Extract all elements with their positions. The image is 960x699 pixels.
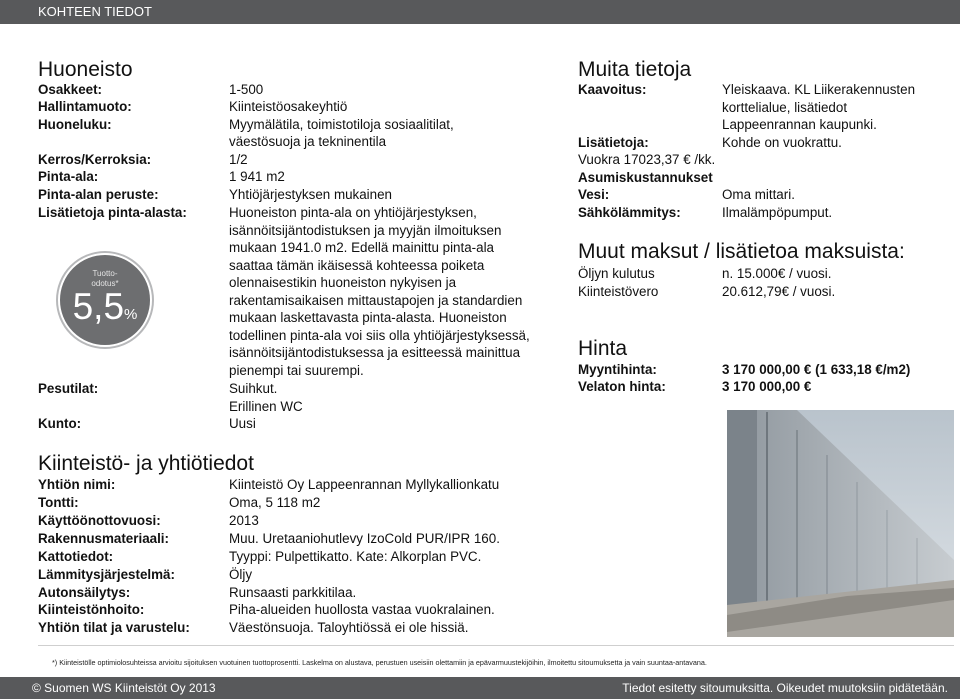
value-kunto: Uusi bbox=[229, 416, 256, 431]
value-oljyn-kulutus: n. 15.000€ / vuosi. bbox=[722, 266, 832, 281]
value-pesutilat-line2: Erillinen WC bbox=[229, 399, 303, 414]
footnote: *) Kiinteistölle optimiolosuhteissa arvioitu sijoituksen vuotuinen tuottoprosentti. Laskelma on alustava, perustuen useisiin olettamiin ja epävarmuustekijöihin, ilmoitettu sitoumuksetta ja vain suuntaa-antavana. bbox=[52, 658, 707, 667]
value-pinta-alan-peruste: Yhtiöjärjestyksen mukainen bbox=[229, 187, 393, 202]
yield-unit: % bbox=[124, 306, 138, 323]
label-lammitysjarjestelma: Lämmitysjärjestelmä: bbox=[38, 567, 175, 582]
value-lisatietoja: Kohde on vuokrattu. bbox=[722, 135, 842, 150]
value-lammitysjarjestelma: Öljy bbox=[229, 567, 253, 582]
value-huoneluku-line1: Myymälätila, toimistotiloja sosiaalitilat, bbox=[229, 117, 454, 132]
value-huoneluku-line2: väestösuoja ja tekninentila bbox=[229, 134, 387, 149]
label-kiinteistovero: Kiinteistövero bbox=[578, 284, 659, 299]
label-oljyn-kulutus: Öljyn kulutus bbox=[578, 266, 655, 281]
value-kaavoitus-line1: Yleiskaava. KL Liikerakennusten bbox=[722, 82, 916, 97]
label-osakkeet: Osakkeet: bbox=[38, 82, 103, 97]
value-pinta-ala-line4: saattaa tämän ikäisessä kohteessa poiketa bbox=[229, 258, 485, 273]
footer-divider bbox=[38, 645, 954, 646]
value-kaavoitus-line2: korttelialue, lisätiedot bbox=[722, 100, 848, 115]
value-rakennusmateriaali: Muu. Uretaaniohutlevy IzoCold PUR/IPR 160. bbox=[229, 531, 500, 546]
label-myyntihinta: Myyntihinta: bbox=[578, 362, 657, 377]
muut-maksut-heading: Muut maksut / lisätietoa maksuista: bbox=[578, 240, 905, 263]
label-velaton-hinta: Velaton hinta: bbox=[578, 379, 666, 394]
value-hallintamuoto: Kiinteistöosakeyhtiö bbox=[229, 99, 348, 114]
label-pesutilat: Pesutilat: bbox=[38, 381, 99, 396]
copyright-text: © Suomen WS Kiinteistöt Oy 2013 bbox=[32, 681, 216, 695]
value-pinta-ala-line10: pienempi tai suurempi. bbox=[229, 363, 364, 378]
value-kattotiedot: Tyyppi: Pulpettikatto. Kate: Alkorplan PVC. bbox=[229, 549, 482, 564]
label-kayttoonottovuosi: Käyttöönottovuosi: bbox=[38, 513, 161, 528]
value-pinta-ala-line8: todellinen pinta-ala voi siis olla yhtiöjärjestyksessä, bbox=[229, 328, 530, 343]
value-pinta-ala-line3: mukaan 1941.0 m2. Edellä mainittu pinta-ala bbox=[229, 240, 494, 255]
label-kerros: Kerros/Kerroksia: bbox=[38, 152, 152, 167]
value-kaavoitus-line3: Lappeenrannan kaupunki. bbox=[722, 117, 877, 132]
label-kiinteistonhoito: Kiinteistönhoito: bbox=[38, 602, 145, 617]
top-bar-title: KOHTEEN TIEDOT bbox=[38, 4, 152, 19]
top-bar bbox=[0, 0, 960, 24]
value-tontti: Oma, 5 118 m2 bbox=[229, 495, 321, 510]
label-hallintamuoto: Hallintamuoto: bbox=[38, 99, 132, 114]
label-lisatietoja: Lisätietoja: bbox=[578, 135, 649, 150]
building-photo bbox=[727, 410, 954, 637]
building-photo-image bbox=[727, 410, 954, 637]
label-lisatietoja-pinta-alasta: Lisätietoja pinta-alasta: bbox=[38, 205, 187, 220]
value-vuokra: Vuokra 17023,37 € /kk. bbox=[578, 152, 716, 167]
yield-number: 5,5 bbox=[72, 286, 125, 327]
value-autonsailytys: Runsaasti parkkitilaa. bbox=[229, 585, 357, 600]
value-osakkeet: 1-500 bbox=[229, 82, 264, 97]
label-kaavoitus: Kaavoitus: bbox=[578, 82, 647, 97]
value-kayttoonottovuosi: 2013 bbox=[229, 513, 259, 528]
value-kiinteistonhoito: Piha-alueiden huollosta vastaa vuokralainen. bbox=[229, 602, 495, 617]
value-velaton-hinta: 3 170 000,00 € bbox=[722, 379, 812, 394]
row-osakkeet bbox=[38, 81, 102, 99]
huoneisto-heading: Huoneisto bbox=[38, 58, 133, 81]
yield-value bbox=[60, 287, 150, 335]
value-kiinteistovero: 20.612,79€ / vuosi. bbox=[722, 284, 836, 299]
label-tontti: Tontti: bbox=[38, 495, 79, 510]
label-pinta-alan-peruste: Pinta-alan peruste: bbox=[38, 187, 159, 202]
value-pinta-ala-line9: isännöitsijäntodistuksessa ja esitteessä mainittua bbox=[229, 345, 521, 360]
label-yhtion-nimi: Yhtiön nimi: bbox=[38, 477, 116, 492]
value-vesi: Oma mittari. bbox=[722, 187, 795, 202]
value-pesutilat-line1: Suihkut. bbox=[229, 381, 278, 396]
label-yhtion-tilat: Yhtiön tilat ja varustelu: bbox=[38, 620, 190, 635]
value-yhtion-nimi: Kiinteistö Oy Lappeenrannan Myllykallionkatu bbox=[229, 477, 500, 492]
muita-heading: Muita tietoja bbox=[578, 58, 692, 81]
label-pinta-ala: Pinta-ala: bbox=[38, 169, 99, 184]
value-yhtion-tilat: Väestönsuoja. Taloyhtiössä ei ole hissiä. bbox=[229, 620, 469, 635]
value-kerros: 1/2 bbox=[229, 152, 248, 167]
value-pinta-ala-line7: mukaan laskettavasta pinta-alasta. Huoneiston bbox=[229, 310, 507, 325]
yield-caption-line2: odotus* bbox=[91, 279, 119, 288]
label-autonsailytys: Autonsäilytys: bbox=[38, 585, 131, 600]
label-kunto: Kunto: bbox=[38, 416, 82, 431]
value-myyntihinta: 3 170 000,00 € (1 633,18 €/m2) bbox=[722, 362, 911, 377]
disclaimer-text: Tiedot esitetty sitoumuksitta. Oikeudet muutoksiin pidätetään. bbox=[622, 681, 948, 695]
label-huoneluku: Huoneluku: bbox=[38, 117, 112, 132]
kiinteisto-heading: Kiinteistö- ja yhtiötiedot bbox=[38, 452, 254, 475]
value-pinta-ala-line2: isännöitsijäntodistuksen ja myyjän ilmoituksen bbox=[229, 223, 502, 238]
value-pinta-ala-line5: olennaisestikin huoneiston nykyisen ja bbox=[229, 275, 457, 290]
label-asumiskustannukset: Asumiskustannukset bbox=[578, 170, 713, 185]
hinta-heading: Hinta bbox=[578, 337, 628, 360]
label-sahkolammitys: Sähkölämmitys: bbox=[578, 205, 681, 220]
yield-caption-line1: Tuotto- bbox=[92, 269, 118, 278]
label-rakennusmateriaali: Rakennusmateriaali: bbox=[38, 531, 169, 546]
value-sahkolammitys: Ilmalämpöpumput. bbox=[722, 205, 833, 220]
label-kattotiedot: Kattotiedot: bbox=[38, 549, 114, 564]
value-pinta-ala-line1: Huoneiston pinta-ala on yhtiöjärjestyksen, bbox=[229, 205, 477, 220]
bottom-bar bbox=[0, 677, 960, 699]
label-vesi: Vesi: bbox=[578, 187, 610, 202]
value-pinta-ala-line6: rakentamisaikaisen mittaustapojen ja standardien bbox=[229, 293, 523, 308]
value-pinta-ala: 1 941 m2 bbox=[229, 169, 285, 184]
yield-badge bbox=[58, 253, 152, 347]
